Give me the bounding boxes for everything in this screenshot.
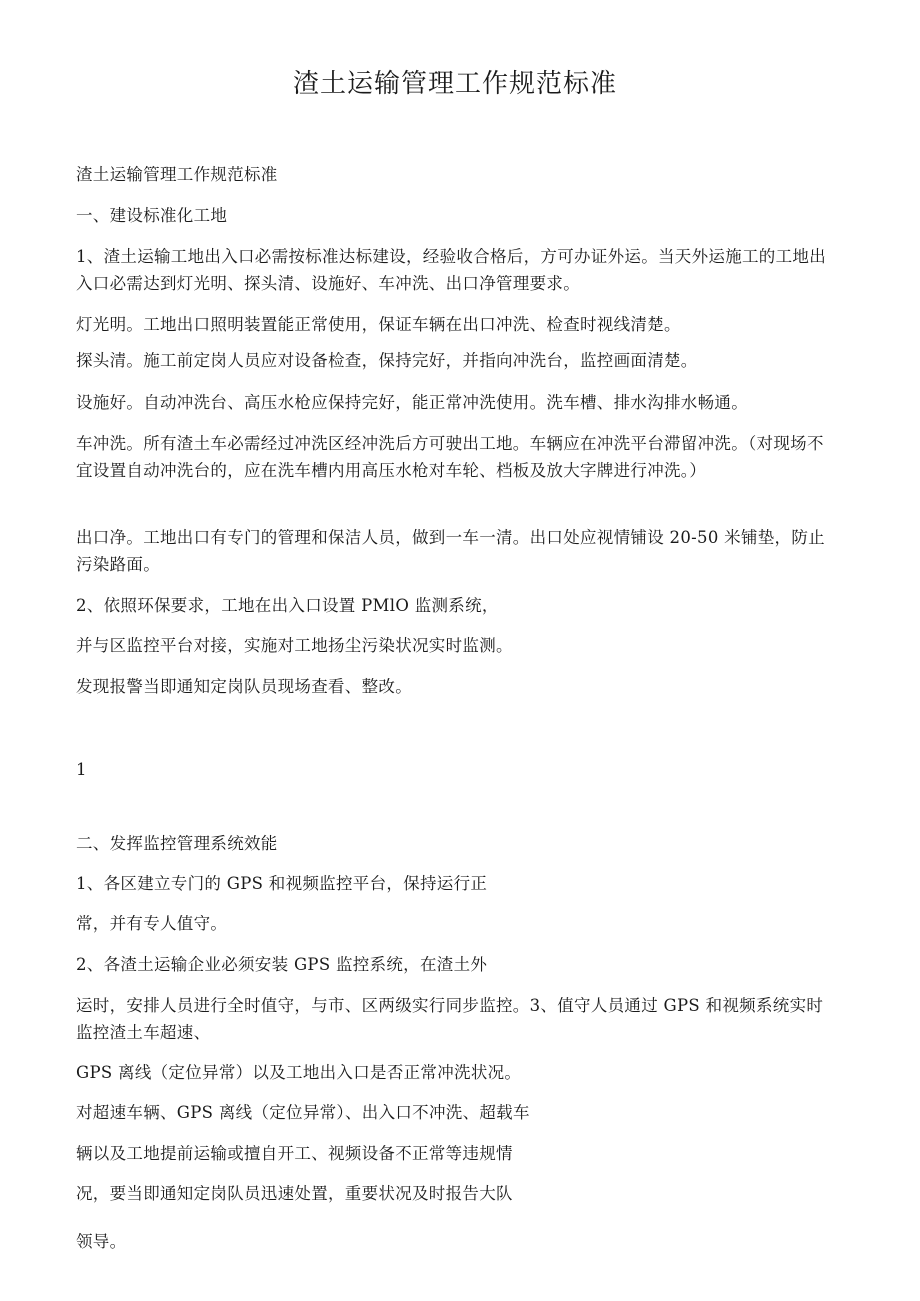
paragraph-gps-install: 2、各渣土运输企业必须安装 GPS 监控系统，在渣土外 xyxy=(76,955,488,974)
document-title: 渣土运输管理工作规范标准 xyxy=(292,69,617,99)
paragraph-alarm: 发现报警当即通知定岗队员现场查看、整改。 xyxy=(76,677,412,696)
page-number: 1 xyxy=(76,760,87,779)
paragraph-camera: 探头清。施工前定岗人员应对设备检查，保持完好，并指向冲洗台，监控画面清楚。 xyxy=(76,351,698,370)
paragraph-facilities: 设施好。自动冲洗台、高压水枪应保持完好，能正常冲洗使用。洗车槽、排水沟排水畅通。 xyxy=(76,393,748,412)
paragraph-exit-clean: 出口净。工地出口有专门的管理和保洁人员，做到一车一清。出口处应视情铺设 20-50 米铺垫，防止污染路面。 xyxy=(76,528,825,574)
paragraph-violations: 对超速车辆、GPS 离线（定位异常）、出入口不冲洗、超载车 xyxy=(76,1103,530,1122)
paragraph-pm10-monitoring: 2、依照环保要求，工地在出入口设置 PMlO 监测系统， xyxy=(76,596,499,615)
paragraph-monitoring: 运时，安排人员进行全时值守，与市、区两级实行同步监控。3、值守人员通过 GPS 和视频系统实时监控渣土车超速、 xyxy=(76,996,824,1042)
subtitle-paragraph: 渣土运输管理工作规范标准 xyxy=(76,165,278,184)
paragraph-violations-cont: 辆以及工地提前运输或擅自开工、视频设备不正常等违规情 xyxy=(76,1144,513,1163)
paragraph-leaders: 领导。 xyxy=(76,1232,127,1251)
paragraph-washing: 车冲洗。所有渣土车必需经过冲洗区经冲洗后方可驶出工地。车辆应在冲洗平台滞留冲洗。（对现场不宜设置自动冲洗台的，应在洗车槽内用高压水枪对车轮、档板及放大字牌进行冲洗。） xyxy=(76,434,824,480)
paragraph-gps-platform: 1、各区建立专门的 GPS 和视频监控平台，保持运行正 xyxy=(76,874,488,893)
paragraph-lights: 灯光明。工地出口照明装置能正常使用，保证车辆在出口冲洗、检查时视线清楚。 xyxy=(76,315,681,334)
section-heading-2: 二、发挥监控管理系统效能 xyxy=(76,834,278,853)
paragraph-gps-offline: GPS 离线（定位异常）以及工地出入口是否正常冲洗状况。 xyxy=(76,1063,522,1082)
section-heading-1: 一、建设标准化工地 xyxy=(76,206,228,225)
paragraph-platform-link: 并与区监控平台对接，实施对工地扬尘污染状况实时监测。 xyxy=(76,636,513,655)
paragraph-site-construction: 1、渣土运输工地出入口必需按标准达标建设，经验收合格后，方可办证外运。当天外运施工的工地出入口必需达到灯光明、探头清、设施好、车冲洗、出口净管理要求。 xyxy=(76,247,826,293)
paragraph-staffed: 常，并有专人值守。 xyxy=(76,914,228,933)
paragraph-notify: 况，要当即通知定岗队员迅速处置，重要状况及时报告大队 xyxy=(76,1184,513,1203)
